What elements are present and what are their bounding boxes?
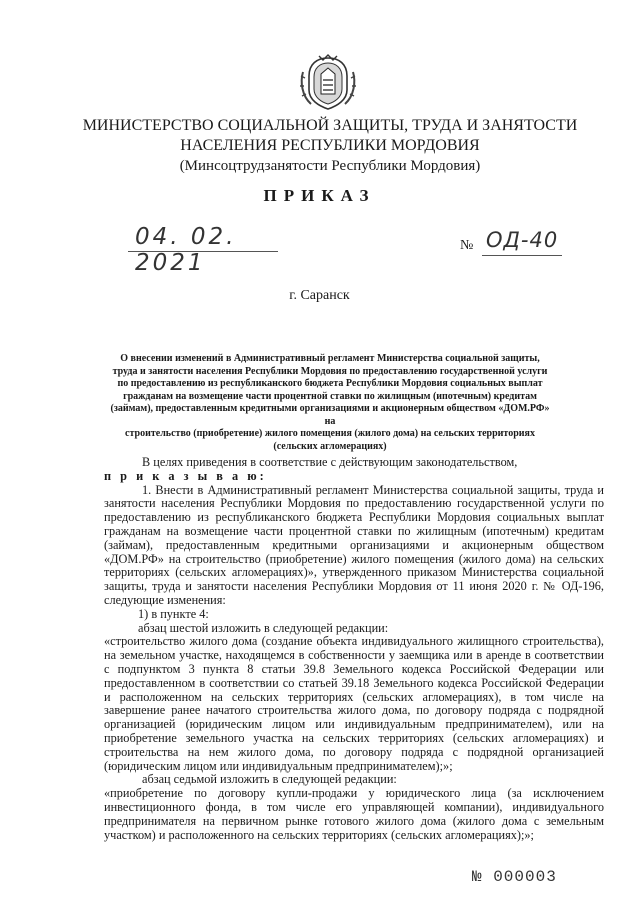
order-body — [104, 456, 604, 842]
subject-line: (займам), предоставленным кредитными организациями и акционерным обществом «ДОМ.РФ» на — [110, 403, 550, 427]
subject-line: гражданам на возмещение части процентной ставки по жилищным (ипотечным) кредитам — [123, 390, 537, 402]
subject-line: труда и занятости населения Республики Мордовия по предоставлению государственной услуги — [112, 365, 548, 377]
paragraph-6-instruction: абзац шестой изложить в следующей редакции: — [138, 620, 389, 635]
ministry-short-name: (Минсоцтрудзанятости Республики Мордовия) — [179, 158, 481, 174]
ministry-name-line2: НАСЕЛЕНИЯ РЕСПУБЛИКИ МОРДОВИЯ — [180, 137, 480, 154]
date-underline — [128, 251, 278, 252]
sub-item-1: 1) в пункте 4: — [138, 606, 209, 621]
number-underline — [482, 255, 562, 256]
subject-line: строительство (приобретение) жилого помещения (жилого дома) на сельских территориях — [125, 428, 535, 439]
document-type-title: ПРИКАЗ — [263, 186, 376, 205]
order-word: п р и к а з ы в а ю: — [104, 468, 267, 483]
subject-line: (сельских агломерациях) — [273, 440, 387, 452]
coat-of-arms-icon — [297, 54, 359, 112]
ministry-name-line1: МИНИСТЕРСТВО СОЦИАЛЬНОЙ ЗАЩИТЫ, ТРУДА И ЗАНЯТОСТИ — [82, 117, 578, 134]
paragraph-7-instruction: абзац седьмой изложить в следующей редакции: — [142, 772, 397, 787]
city: г. Саранск — [289, 288, 350, 303]
order-date: 04. 02. 2021 — [135, 224, 237, 276]
preamble: В целях приведения в соответствие с действующим законодательством, — [142, 455, 518, 469]
quote-paragraph-7: «приобретение по договору купли-продажи у юридического лица (за исключением инвестиционного фонда, в том числе его управляющей компании), индивидуального предпринимателя на первичном рынке готового жилого дома (жилого дома с земельным участком) и расположенного на сельских территориях (сельских агломерациях);»; — [104, 786, 604, 842]
item-1: 1. Внести в Административный регламент Министерства социальной защиты, труда и занятости населения Республики Мордовия по предоставлению государственной услуги по предоставлению из республиканского бюджета Республики Мордовия социальных выплат гражданам на возмещение части процентной ставки по жилищным (ипотечным) кредитам (займам), предоставленным кредитными организациями и акционерным обществом «ДОМ.РФ» на строительство (приобретение) жилого помещения (жилого дома) на сельских территориях (сельских агломерациях)», утвержденного приказом Министерства социальной защиты, труда и занятости населения Республики Мордовия от 11 июня 2020 г. № ОД-196, следующие изменения: — [104, 482, 604, 607]
order-number-label: № — [460, 238, 474, 253]
order-subject — [104, 353, 556, 453]
ministry-header — [40, 116, 620, 176]
subject-line: по предоставлению из республиканского бюджета Республики Мордовия социальных выплат — [117, 378, 543, 389]
quote-paragraph-6: «строительство жилого дома (создание объекта индивидуального жилищного строительства), на земельном участке, находящемся в собственности у заемщика или в аренде в соответствии с подпунктом 3 пункта 8 статьи 39.8 Земельного кодекса Российской Федерации или предоставленном в соответствии со статьей 39.18 Земельного кодекса Российской Федерации и расположенном на сельских территориях (сельских агломерациях), в том числе на завершение ранее начатого строительства жилого дома, по договору подряда с подрядной организацией (юридическим лицом или индивидуальным предпринимателем), или на приобретение земельного участка на сельских территориях (сельских агломерациях) и строительства на нем жилого дома, по договору подряда с подрядной организацией (юридическим лицом или индивидуальным предпринимателем);»; — [104, 634, 604, 773]
subject-line: О внесении изменений в Административный регламент Министерства социальной защиты, — [120, 353, 540, 364]
registration-stamp: № 000003 — [472, 868, 557, 886]
order-number: ОД-40 — [486, 228, 559, 252]
